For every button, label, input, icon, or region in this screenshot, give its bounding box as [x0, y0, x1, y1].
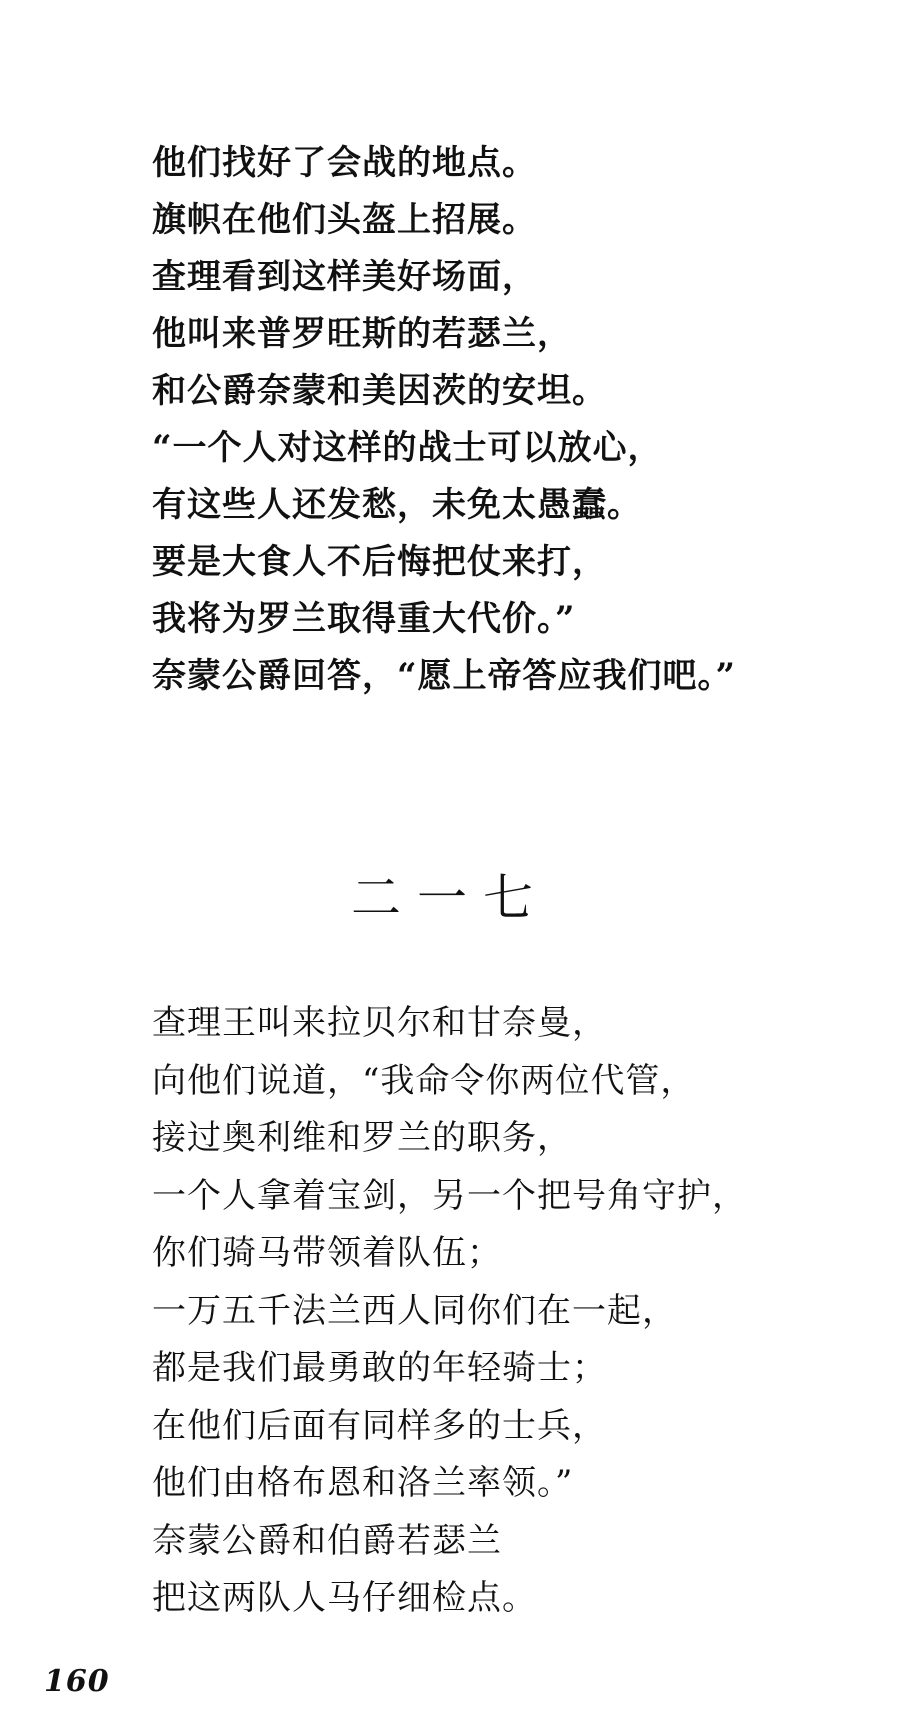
verse-line: 接过奥利维和罗兰的职务，: [152, 1118, 572, 1158]
stanza-216: [152, 135, 736, 705]
verse-line: 他们由格布恩和洛兰率领。”: [152, 1463, 574, 1503]
verse-line: “一个人对这样的战士可以放心，: [152, 428, 663, 468]
verse-line: 一个人拿着宝剑，另一个把号角守护，: [152, 1175, 747, 1216]
verse-line: 向他们说道，“我命令你两位代管，: [152, 1060, 696, 1101]
verse-line: 他叫来普罗旺斯的若瑟兰，: [152, 314, 572, 354]
page-number: 160: [44, 1664, 110, 1699]
verse-line: 他们找好了会战的地点。: [152, 143, 537, 183]
verse-line: 在他们后面有同样多的士兵，: [152, 1405, 607, 1446]
section-number: 二一七: [351, 869, 549, 927]
verse-line: 旗帜在他们头盔上招展。: [152, 200, 537, 240]
verse-line: 一万五千法兰西人同你们在一起，: [152, 1290, 677, 1331]
verse-line: 有这些人还发愁，未免太愚蠢。: [152, 485, 642, 525]
verse-line: 把这两队人马仔细检点。: [152, 1578, 537, 1618]
verse-line: 和公爵奈蒙和美因茨的安坦。: [152, 371, 607, 411]
verse-line: 查理王叫来拉贝尔和甘奈曼，: [152, 1003, 607, 1043]
verse-line: 查理看到这样美好场面，: [152, 257, 537, 297]
verse-line: 都是我们最勇敢的年轻骑士；: [152, 1348, 607, 1388]
verse-line: 你们骑马带领着队伍；: [152, 1233, 502, 1273]
verse-line: 我将为罗兰取得重大代价。”: [152, 599, 576, 639]
verse-line: 要是大食人不后悔把仗来打，: [152, 542, 607, 582]
verse-line: 奈蒙公爵和伯爵若瑟兰: [152, 1520, 502, 1561]
verse-line: 奈蒙公爵回答，“愿上帝答应我们吧。”: [152, 656, 737, 696]
stanza-217: [152, 995, 747, 1628]
